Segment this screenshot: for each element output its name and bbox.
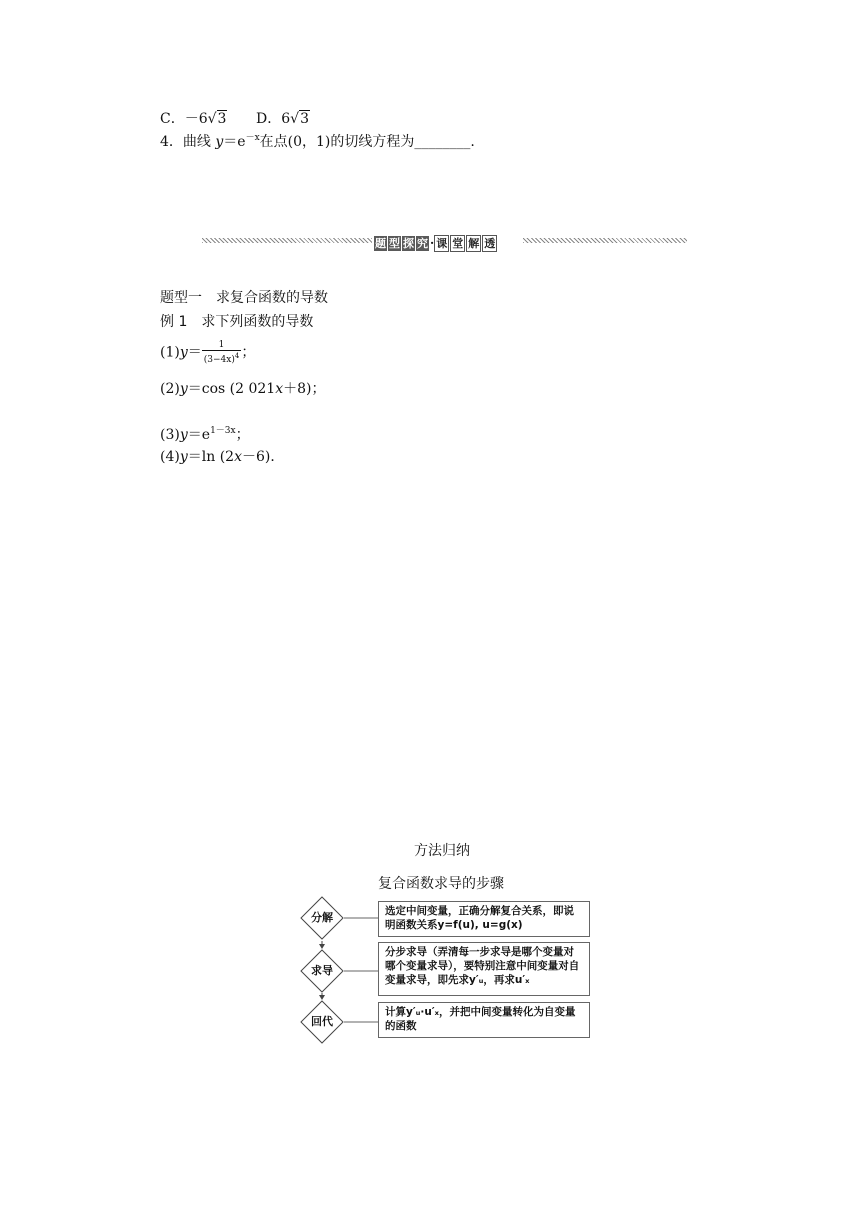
step-decompose-text: 选定中间变量，正确分解复合关系，即说明函数关系y=f(u), u=g(x)	[378, 901, 590, 937]
step-substitute: 回代	[300, 1000, 344, 1044]
step-substitute-text: 计算y′ᵤ·u′ₓ，并把中间变量转化为自变量的函数	[378, 1002, 590, 1038]
banner-chip: 解	[468, 237, 480, 250]
banner-chip: 堂	[452, 237, 464, 250]
example-title: 例 1 求下列函数的导数	[160, 314, 314, 330]
banner-chip: 型	[389, 237, 400, 250]
section-banner: 题 型 探 究 · 课 堂 解 透	[375, 236, 496, 250]
banner-left-rule	[202, 238, 372, 243]
banner-chip: 题	[375, 237, 386, 250]
item-2: (2)y＝cos (2 021x＋8)；	[160, 381, 326, 397]
banner-chip: 究	[417, 237, 428, 250]
banner-right-rule	[523, 238, 687, 243]
banner-chip: 探	[403, 237, 414, 250]
fraction: $\frac{1}{(3-4x)^4}$	[203, 340, 240, 365]
item-1: (1)y＝ $\frac{1}{(3-4x)^4}$ ；	[160, 340, 256, 365]
option-d-label: D．6	[256, 111, 291, 127]
option-d	[256, 108, 310, 128]
banner-chip: 课	[436, 237, 448, 250]
section-heading: 题型一 求复合函数的导数	[160, 290, 328, 306]
option-c-label: C．－6	[160, 111, 208, 127]
method-title: 方法归纳	[414, 843, 470, 859]
item-4: (4)y＝ln (2x－6)．	[160, 449, 285, 465]
question-4: 4．曲线 $y=e^{-x}$在点(0，1)的切线方程为________.	[160, 133, 475, 150]
step-decompose: 分解	[300, 896, 344, 940]
item-3: $(3)y=e^{1-3x}$；	[160, 426, 250, 443]
sqrt-symbol: √3	[290, 111, 309, 127]
option-c	[160, 108, 227, 128]
step-differentiate-text: 分步求导（弄清每一步求导是哪个变量对哪个变量求导），要特别注意中间变量对自变量求导，即先求y′ᵤ，再求u′ₓ	[378, 942, 590, 996]
step-differentiate: 求导	[300, 949, 344, 993]
method-subtitle: 复合函数求导的步骤	[378, 876, 504, 892]
sqrt-symbol: √3	[207, 111, 227, 127]
banner-chip: 透	[484, 237, 496, 250]
